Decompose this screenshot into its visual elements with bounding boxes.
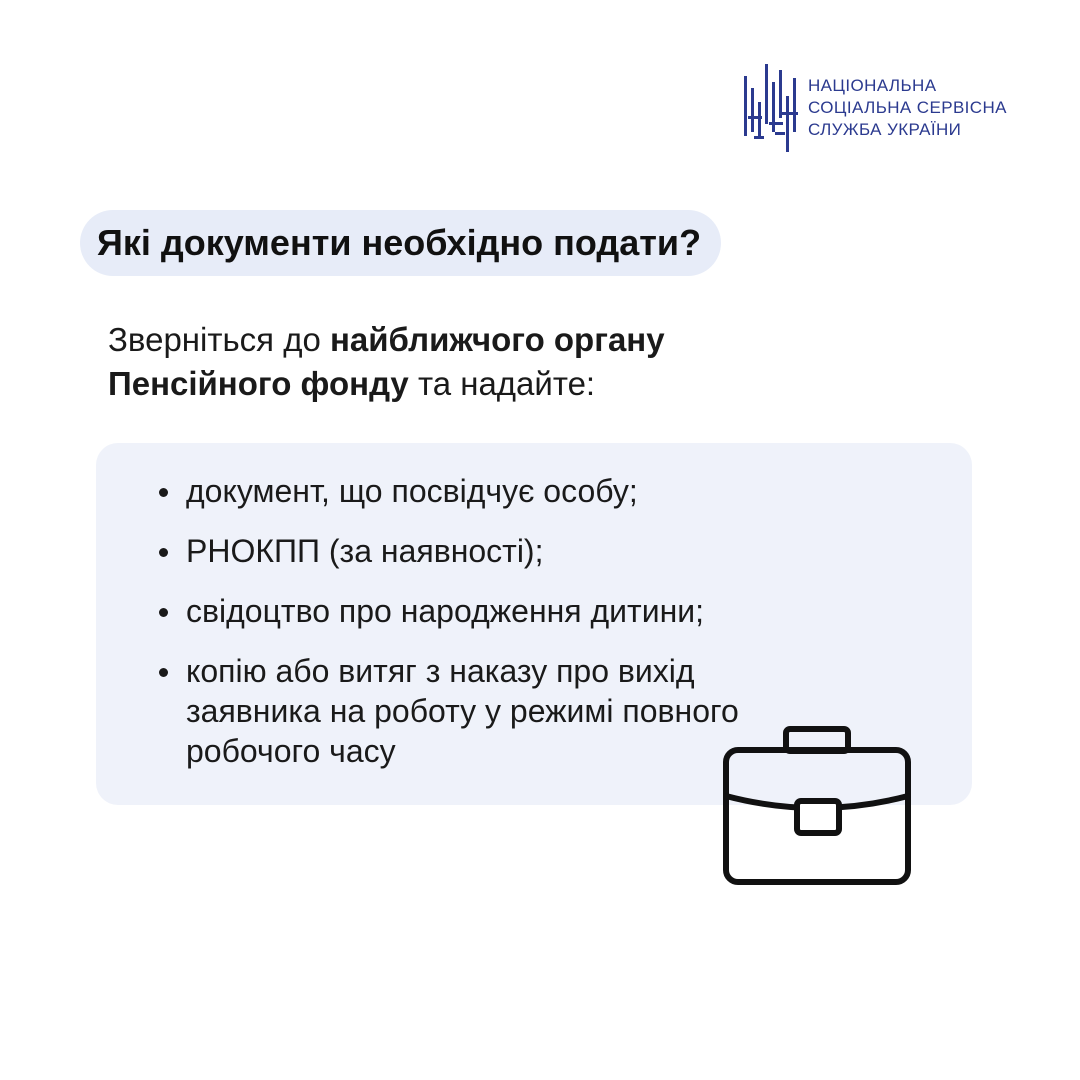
logo-line-2: СОЦІАЛЬНА СЕРВІСНА (808, 98, 1007, 117)
logo (742, 62, 1007, 154)
list-item: свідоцтво про народження дитини; (186, 591, 826, 631)
logo-line-3: СЛУЖБА УКРАЇНИ (808, 120, 962, 139)
page-title: Які документи необхідно подати? (80, 210, 721, 276)
list-item: копію або витяг з наказу про вихід заявника на роботу у режимі повного робочого часу (186, 651, 826, 771)
intro-bold-2: Пенсійного фонду (108, 365, 409, 402)
intro-bold-1: найближчого органу (329, 321, 665, 358)
briefcase-icon (720, 724, 914, 888)
logo-line-1: НАЦІОНАЛЬНА (808, 76, 937, 95)
nssu-logo-icon (742, 62, 802, 154)
intro-part-2: та надайте: (408, 365, 596, 402)
list-item: документ, що посвідчує особу; (186, 471, 826, 511)
intro-part-1: Зверніться до (108, 321, 330, 358)
list-item: РНОКПП (за наявності); (186, 531, 826, 571)
intro-text (108, 318, 868, 406)
